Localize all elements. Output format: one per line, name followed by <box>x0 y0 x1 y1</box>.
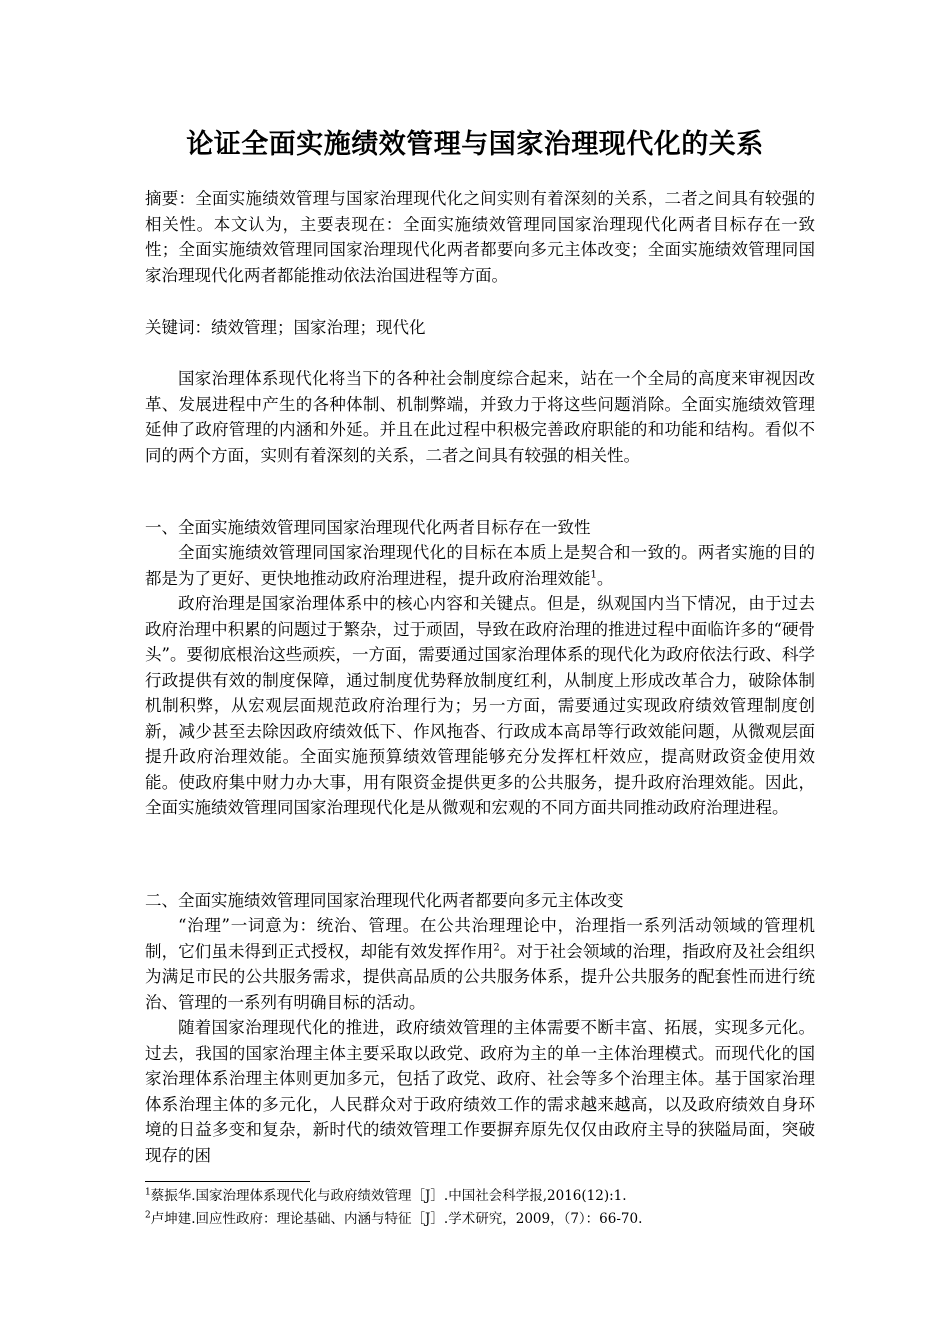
footnote-2-text: 卢坤建.回应性政府：理论基础、内涵与特征［J］.学术研究，2009，（7）：66-70. <box>150 1211 643 1227</box>
abstract-text: 全面实施绩效管理与国家治理现代化之间实则有着深刻的关系，二者之间具有较强的相关性。本文认为，主要表现在：全面实施绩效管理同国家治理现代化两者目标存在一致性；全面实施绩效管理同国家治理现代化两者都要向多元主体改变；全面实施绩效管理同国家治理现代化两者都能推动依法治国进程等方面。 <box>145 189 816 285</box>
footnote-ref-1[interactable]: 1 <box>590 569 597 580</box>
keywords-label: 关键词： <box>145 318 211 337</box>
footnote-separator <box>145 1181 310 1182</box>
footnote-2-number: 2 <box>145 1210 151 1221</box>
keywords <box>145 315 426 341</box>
section-2-paragraph-2: 随着国家治理现代化的推进，政府绩效管理的主体需要不断丰富、拓展，实现多元化。过去，我国的国家治理主体主要采取以政党、政府为主的单一主体治理模式。而现代化的国家治理体系治理主体则更加多元，包括了政党、政府、社会等多个治理主体。基于国家治理体系治理主体的多元化，人民群众对于政府绩效工作的需求越来越高，以及政府绩效自身环境的日益多变和复杂，新时代的绩效管理工作要摒弃原先仅仅由政府主导的狭隘局面，突破现存的困 <box>145 1018 815 1165</box>
footnote-2 <box>145 1210 642 1228</box>
section-1-paragraph-2: 政府治理是国家治理体系中的核心内容和关键点。但是，纵观国内当下情况，由于过去政府治理中积累的问题过于繁杂，过于顽固，导致在政府治理的推进过程中面临许多的“硬骨头”。要彻底根治这些顽疾，一方面，需要通过国家治理体系的现代化为政府依法行政、科学行政提供有效的制度保障，通过制度优势释放制度红利，从制度上形成改革合力，破除体制机制积弊，从宏观层面规范政府治理行为；另一方面，需要通过实现政府绩效管理制度创新，减少甚至去除因政府绩效低下、作风拖沓、行政成本高昂等行政效能问题，从微观层面提升政府治理效能。全面实施预算绩效管理能够充分发挥杠杆效应，提高财政资金使用效能。使政府集中财力办大事，用有限资金提供更多的公共服务，提升政府治理效能。因此，全面实施绩效管理同国家治理现代化是从微观和宏观的不同方面共同推动政府治理进程。 <box>145 594 815 817</box>
section-2-p1-end: 。对于社会领域的治理，指政府及社会组织为满足市民的公共服务需求，提供高品质的公共服务体系，提升公共服务的配套性而进行统治、管理的一系列有明确目标的活动。 <box>145 941 816 1012</box>
abstract-label: 摘要： <box>145 189 196 208</box>
section-2-heading: 二、全面实施绩效管理同国家治理现代化两者都要向多元主体改变 <box>145 891 624 910</box>
section-1-heading: 一、全面实施绩效管理同国家治理现代化两者目标存在一致性 <box>145 518 591 537</box>
abstract <box>145 186 815 288</box>
section-1-p1-text: 全面实施绩效管理同国家治理现代化的目标在本质上是契合和一致的。两者实施的目的都是为了更好、更快地推动政府治理进程，提升政府治理效能 <box>145 543 815 588</box>
section-1-paragraph-1 <box>145 540 815 591</box>
keywords-text: 绩效管理；国家治理；现代化 <box>211 318 426 337</box>
footnote-1-number: 1 <box>145 1187 151 1198</box>
intro-paragraph: 国家治理体系现代化将当下的各种社会制度综合起来，站在一个全局的高度来审视因改革、发展进程中产生的各种体制、机制弊端，并致力于将这些问题消除。全面实施绩效管理延伸了政府管理的内涵和外延。并且在此过程中积极完善政府职能的和功能和结构。看似不同的两个方面，实则有着深刻的关系，二者之间具有较强的相关性。 <box>145 369 815 465</box>
footnote-1-text: 蔡振华.国家治理体系现代化与政府绩效管理［J］.中国社会科学报,2016(12):1. <box>150 1188 627 1204</box>
section-2-paragraph-1 <box>145 913 815 1015</box>
footnote-1 <box>145 1187 627 1205</box>
section-2-p1-text: “治理”一词意为：统治、管理。在公共治理理论中，治理指一系列活动领域的管理机制，它们虽未得到正式授权，却能有效发挥作用 <box>145 916 815 961</box>
paper-title: 论证全面实施绩效管理与国家治理现代化的关系 <box>186 129 764 160</box>
section-1-p1-end: 。 <box>596 568 614 588</box>
footnote-ref-2[interactable]: 2 <box>493 942 500 953</box>
